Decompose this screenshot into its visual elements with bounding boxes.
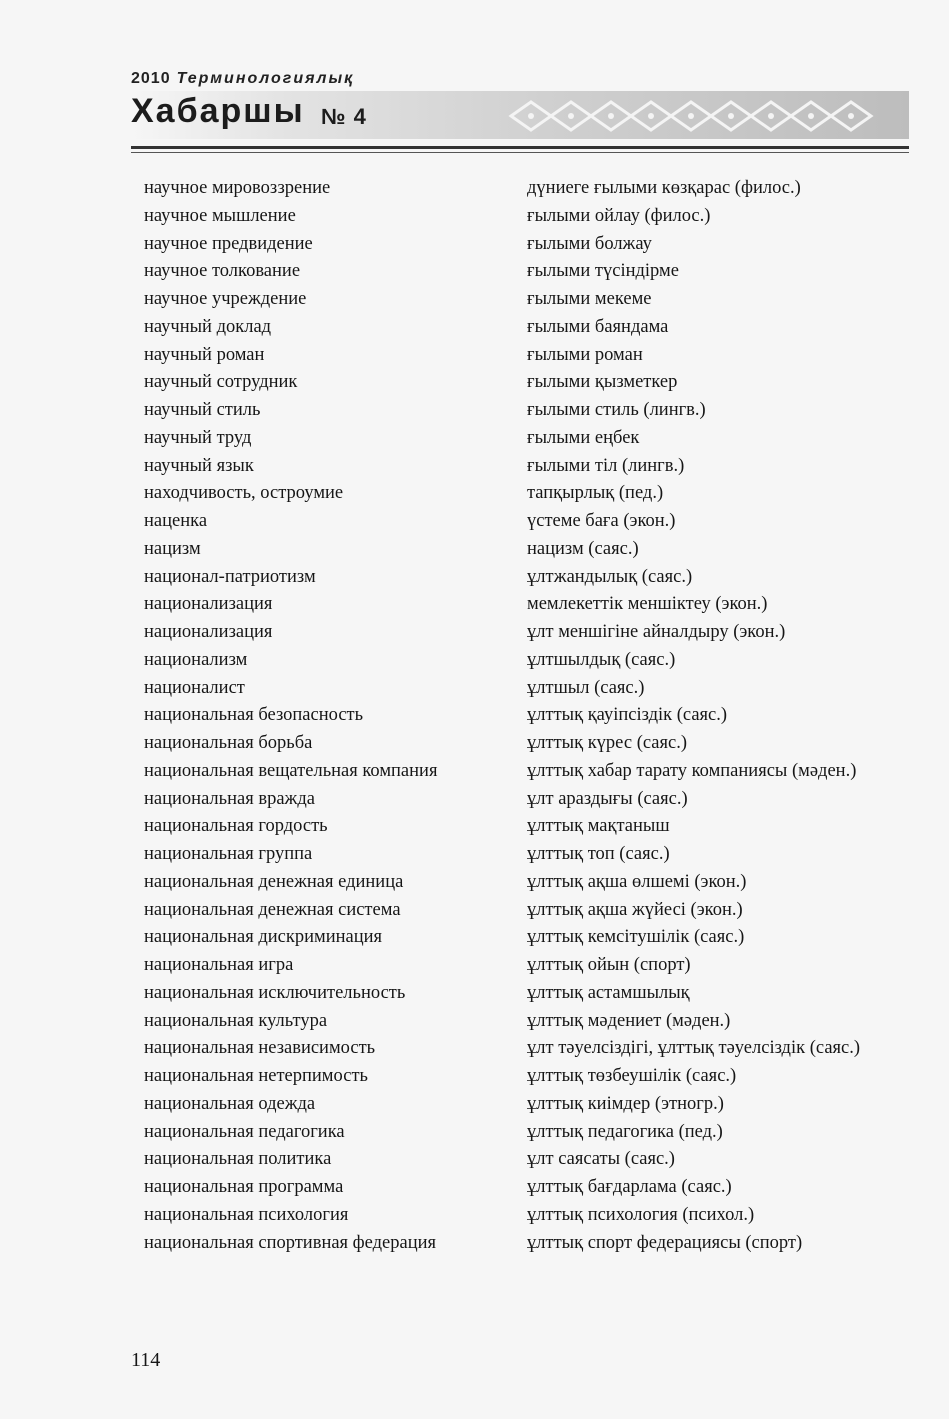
term-row: [144, 952, 904, 980]
term-row: [144, 342, 904, 370]
term-russian: национальная культура: [144, 1010, 328, 1031]
term-russian: национальная дискриминация: [144, 927, 383, 948]
term-row: [144, 258, 904, 286]
term-russian: национализация: [144, 594, 273, 615]
term-russian: национальная нетерпимость: [144, 1066, 368, 1086]
term-row: [144, 203, 904, 231]
header-rule-thin: [131, 152, 909, 153]
term-russian: национальная игра: [144, 955, 294, 975]
term-row: [144, 536, 904, 564]
term-russian: научное учреждение: [144, 289, 307, 309]
term-row: [144, 841, 904, 869]
term-kazakh: ғылыми мекеме: [527, 289, 652, 309]
term-row: [144, 425, 904, 453]
term-russian: нацизм: [144, 538, 201, 559]
term-kazakh: ұлттық ойын (спорт): [527, 955, 691, 975]
term-kazakh: ұлт араздығы (саяс.): [527, 788, 688, 809]
term-row: [144, 1035, 904, 1063]
term-russian: научное мировоззрение: [144, 178, 331, 198]
term-row: [144, 758, 904, 786]
term-russian: наценка: [144, 511, 208, 531]
term-kazakh: ғылыми роман: [527, 344, 643, 365]
term-row: [144, 647, 904, 675]
term-russian: национальная денежная единица: [144, 871, 404, 892]
term-row: [144, 980, 904, 1008]
term-russian: научный доклад: [144, 316, 272, 337]
term-row: [144, 619, 904, 647]
term-russian: национальная гордость: [144, 816, 328, 837]
term-kazakh: ұлттық мақтаныш: [527, 816, 670, 837]
term-kazakh: ұлттық төзбеушілік (саяс.): [527, 1066, 737, 1086]
term-kazakh: ұлттық ақша өлшемі (экон.): [527, 871, 747, 892]
term-kazakh: ұлт тәуелсіздігі, ұлттық тәуелсіздік (саяс.): [527, 1038, 861, 1059]
term-russian: научное толкование: [144, 261, 301, 282]
term-russian: научный роман: [144, 344, 265, 365]
term-russian: национальная группа: [144, 844, 313, 864]
term-kazakh: ғылыми еңбек: [527, 427, 640, 448]
term-kazakh: ғылыми қызметкер: [527, 372, 678, 393]
term-russian: национальная политика: [144, 1149, 332, 1170]
term-russian: научный труд: [144, 427, 252, 448]
term-row: [144, 869, 904, 897]
term-kazakh: ұлтшыл (саяс.): [527, 677, 645, 698]
term-russian: национальная психология: [144, 1204, 349, 1225]
term-kazakh: ұлттық педагогика (пед.): [527, 1121, 723, 1142]
term-russian: национальная вражда: [144, 788, 315, 809]
term-kazakh: ұлттық бағдарлама (саяс.): [527, 1177, 732, 1197]
term-kazakh: ұлттық мәдениет (мәден.): [527, 1010, 731, 1031]
term-russian: научный стиль: [144, 400, 261, 420]
page-header: [131, 70, 911, 160]
term-row: [144, 286, 904, 314]
term-kazakh: ғылыми болжау: [527, 233, 652, 254]
term-row: [144, 231, 904, 259]
term-kazakh: мемлекеттік меншіктеу (экон.): [527, 594, 768, 615]
term-row: [144, 730, 904, 758]
term-row: [144, 897, 904, 925]
term-row: [144, 1174, 904, 1202]
term-row: [144, 314, 904, 342]
term-russian: национальная вещательная компания: [144, 760, 438, 781]
term-kazakh: ұлтшылдық (саяс.): [527, 649, 676, 670]
term-russian: национальная независимость: [144, 1038, 376, 1059]
term-russian: научное предвидение: [144, 233, 313, 254]
term-russian: национальная безопасность: [144, 705, 364, 726]
term-row: [144, 1230, 904, 1258]
term-row: [144, 1063, 904, 1091]
term-kazakh: ұлттық спорт федерациясы (спорт): [527, 1232, 803, 1253]
header-rule: [131, 146, 909, 149]
term-russian: национальная спортивная федерация: [144, 1232, 437, 1253]
term-kazakh: дүниеге ғылыми көзқарас (филос.): [527, 178, 801, 198]
term-row: [144, 1146, 904, 1174]
term-russian: находчивость, остроумие: [144, 483, 344, 504]
term-kazakh: тапқырлық (пед.): [527, 483, 664, 504]
term-kazakh: ұлт саясаты (саяс.): [527, 1149, 675, 1170]
header-year: 2010: [131, 70, 171, 87]
term-russian: научный сотрудник: [144, 372, 298, 393]
header-meta: [131, 70, 354, 88]
term-row: [144, 1008, 904, 1036]
term-kazakh: ғылыми ойлау (филос.): [527, 205, 711, 226]
term-russian: научный язык: [144, 455, 254, 476]
term-kazakh: нацизм (саяс.): [527, 538, 639, 559]
header-subtitle: Терминологиялық: [176, 70, 355, 87]
term-kazakh: ұлттық қауіпсіздік (саяс.): [527, 705, 728, 726]
term-russian: научное мышление: [144, 205, 296, 226]
term-list: [144, 175, 904, 1257]
term-kazakh: ғылыми стиль (лингв.): [527, 400, 706, 420]
term-kazakh: ұлттық кемсітушілік (саяс.): [527, 927, 745, 948]
ornament-icon: [501, 96, 901, 136]
term-russian: националист: [144, 677, 245, 698]
term-kazakh: ғылыми баяндама: [527, 316, 669, 337]
term-row: [144, 1091, 904, 1119]
term-russian: национальная борьба: [144, 733, 313, 753]
term-kazakh: ғылыми түсіндірме: [527, 261, 679, 282]
term-row: [144, 675, 904, 703]
term-kazakh: ғылыми тіл (лингв.): [527, 455, 685, 476]
term-russian: национализация: [144, 622, 273, 642]
term-kazakh: ұлттық астамшылық: [527, 982, 690, 1003]
term-russian: национальная программа: [144, 1177, 344, 1197]
term-row: [144, 702, 904, 730]
issue-number: № 4: [321, 104, 367, 129]
page-number: 114: [131, 1349, 161, 1371]
term-russian: национальная исключительность: [144, 982, 406, 1003]
term-kazakh: ұлттық психология (психол.): [527, 1204, 755, 1225]
term-russian: национальная одежда: [144, 1093, 316, 1114]
term-row: [144, 564, 904, 592]
term-row: [144, 397, 904, 425]
term-row: [144, 813, 904, 841]
term-kazakh: ұлттық ақша жүйесі (экон.): [527, 899, 743, 920]
term-row: [144, 175, 904, 203]
term-russian: национальная денежная система: [144, 899, 401, 920]
term-row: [144, 591, 904, 619]
term-row: [144, 508, 904, 536]
term-row: [144, 480, 904, 508]
term-russian: национализм: [144, 649, 248, 670]
term-kazakh: үстеме баға (экон.): [527, 511, 676, 531]
term-row: [144, 453, 904, 481]
term-kazakh: ұлттық топ (саяс.): [527, 844, 670, 864]
term-kazakh: ұлт меншігіне айналдыру (экон.): [527, 622, 786, 642]
term-row: [144, 1202, 904, 1230]
term-russian: национал-патриотизм: [144, 566, 316, 587]
term-russian: национальная педагогика: [144, 1121, 345, 1142]
term-row: [144, 786, 904, 814]
term-row: [144, 924, 904, 952]
term-kazakh: ұлтжандылық (саяс.): [527, 566, 693, 587]
term-kazakh: ұлттық хабар тарату компаниясы (мәден.): [527, 760, 857, 781]
term-row: [144, 1119, 904, 1147]
term-row: [144, 369, 904, 397]
journal-title: Хабаршы: [131, 92, 305, 130]
term-kazakh: ұлттық киімдер (этногр.): [527, 1093, 724, 1114]
term-kazakh: ұлттық күрес (саяс.): [527, 733, 688, 753]
